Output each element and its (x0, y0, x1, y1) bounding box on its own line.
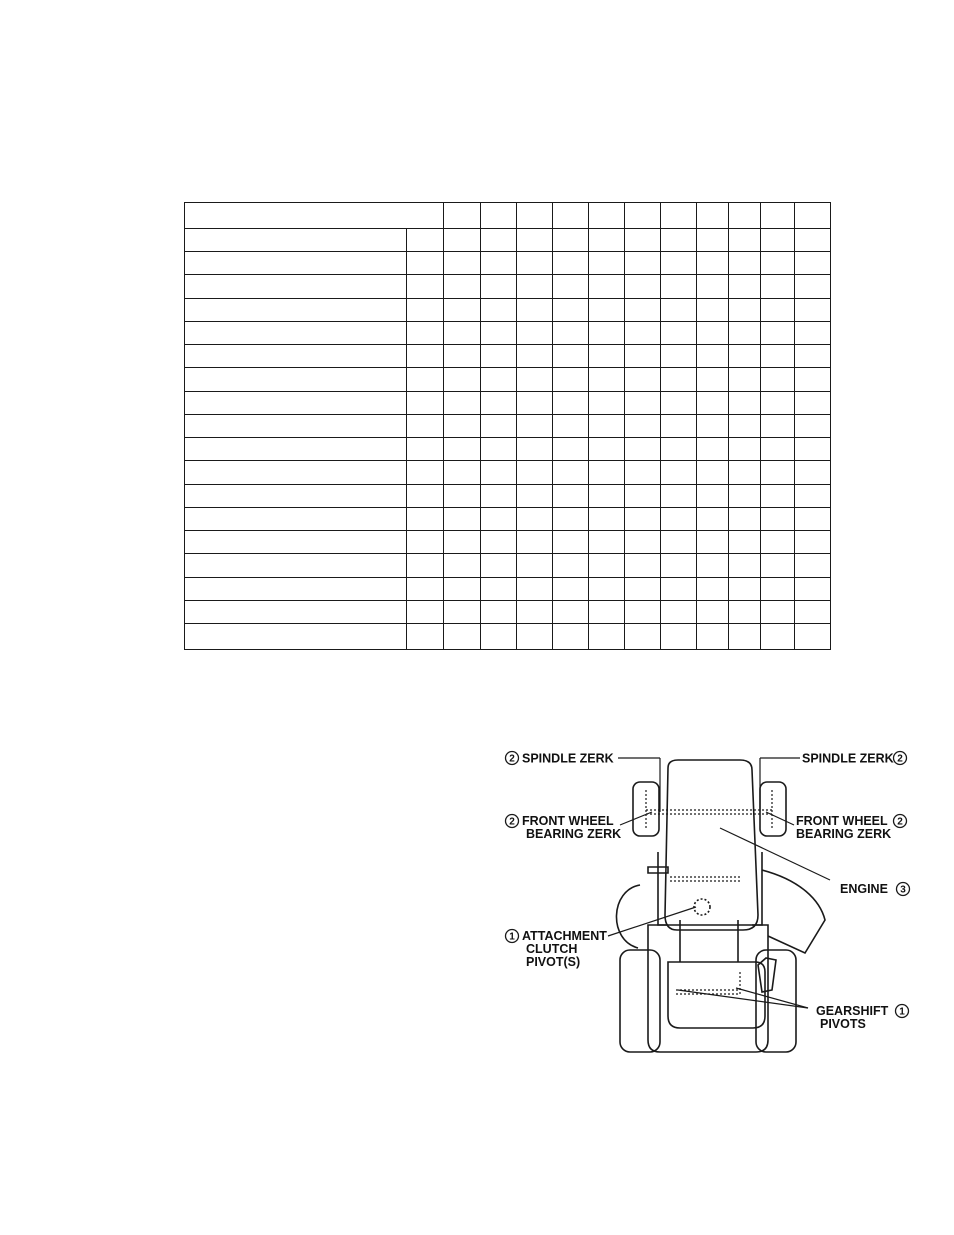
table-cell (553, 391, 589, 414)
table-row-label-cell (185, 461, 407, 484)
table-cell (589, 391, 625, 414)
table-cell (481, 461, 517, 484)
table-header-cell (517, 203, 553, 229)
table-header-cell (589, 203, 625, 229)
table-cell (553, 345, 589, 368)
table-cell (589, 298, 625, 321)
discharge-chute (762, 870, 825, 953)
table-cell (589, 252, 625, 275)
table-cell (795, 321, 831, 344)
table-cell (589, 229, 625, 252)
table-cell (729, 600, 761, 623)
table-cell (481, 577, 517, 600)
table-cell (625, 298, 661, 321)
attachment-label-3: PIVOT(S) (526, 955, 581, 969)
table-cell (553, 229, 589, 252)
attachment-label-2: CLUTCH (526, 942, 578, 956)
hood (665, 760, 758, 930)
table-cell (517, 321, 553, 344)
front-wheel-right-label-1: FRONT WHEEL (796, 814, 888, 828)
table-row-label-cell (185, 391, 407, 414)
table-row (185, 554, 831, 577)
table-cell (795, 461, 831, 484)
table-cell (795, 275, 831, 298)
table-cell (661, 531, 697, 554)
table-cell (761, 600, 795, 623)
table-cell (661, 461, 697, 484)
table-row (185, 600, 831, 623)
table-row-label-cell (185, 252, 407, 275)
table-cell (589, 554, 625, 577)
table-cell (444, 554, 481, 577)
table-cell (625, 531, 661, 554)
table-cell (444, 298, 481, 321)
table-cell (697, 368, 729, 391)
table-cell (407, 345, 444, 368)
table-cell (697, 438, 729, 461)
table-cell (517, 531, 553, 554)
table-cell (697, 321, 729, 344)
table-cell (481, 624, 517, 650)
table-row-label-cell (185, 577, 407, 600)
table-cell (697, 554, 729, 577)
table-row-label-cell (185, 554, 407, 577)
table-cell (625, 554, 661, 577)
table-row-label-cell (185, 321, 407, 344)
table-cell (761, 229, 795, 252)
table-row (185, 252, 831, 275)
table-header-cell (795, 203, 831, 229)
table-cell (761, 298, 795, 321)
table-cell (553, 275, 589, 298)
table-cell (517, 484, 553, 507)
table-row (185, 461, 831, 484)
spindle-zerk-right-label: SPINDLE ZERK (802, 751, 894, 766)
table-cell (407, 461, 444, 484)
table-cell (795, 531, 831, 554)
maintenance-chart-table (184, 202, 831, 650)
table-cell (625, 577, 661, 600)
front-wheel-left-label-2: BEARING ZERK (526, 827, 622, 841)
table-row (185, 438, 831, 461)
table-cell (729, 414, 761, 437)
table-cell (589, 414, 625, 437)
table-row (185, 298, 831, 321)
table-row (185, 507, 831, 530)
table-row (185, 321, 831, 344)
table-cell (661, 554, 697, 577)
table-cell (517, 229, 553, 252)
table-cell (697, 600, 729, 623)
table-cell (481, 531, 517, 554)
table-cell (625, 414, 661, 437)
rear-tire-left (620, 950, 660, 1052)
table-cell (795, 554, 831, 577)
table-row (185, 345, 831, 368)
table-row-label-cell (185, 229, 407, 252)
table-cell (661, 414, 697, 437)
table-cell (761, 507, 795, 530)
table-cell (729, 229, 761, 252)
table-cell (444, 531, 481, 554)
table-cell (661, 577, 697, 600)
table-cell (697, 507, 729, 530)
table-cell (661, 507, 697, 530)
table-cell (517, 577, 553, 600)
table-cell (589, 275, 625, 298)
table-cell (444, 345, 481, 368)
table-cell (481, 252, 517, 275)
table-cell (729, 321, 761, 344)
table-cell (661, 624, 697, 650)
table-row (185, 414, 831, 437)
table-cell (729, 368, 761, 391)
table-cell (444, 368, 481, 391)
table-cell (444, 252, 481, 275)
table-cell (761, 345, 795, 368)
table-cell (553, 414, 589, 437)
table-cell (729, 577, 761, 600)
table-cell (697, 252, 729, 275)
table-cell (729, 345, 761, 368)
table-cell (729, 275, 761, 298)
table-cell (407, 414, 444, 437)
table-cell (444, 600, 481, 623)
table-cell (553, 368, 589, 391)
table-cell (481, 507, 517, 530)
table-cell (661, 229, 697, 252)
table-cell (795, 298, 831, 321)
table-cell (761, 391, 795, 414)
table-cell (661, 345, 697, 368)
table-cell (481, 414, 517, 437)
table-row-label-cell (185, 275, 407, 298)
table-cell (761, 554, 795, 577)
table-cell (729, 507, 761, 530)
table-row (185, 368, 831, 391)
table-cell (444, 624, 481, 650)
table-row (185, 484, 831, 507)
table-row-label-cell (185, 531, 407, 554)
table-cell (625, 275, 661, 298)
table-cell (589, 600, 625, 623)
table-cell (729, 391, 761, 414)
table-cell (761, 461, 795, 484)
table-cell (729, 438, 761, 461)
table-row-label-cell (185, 624, 407, 650)
table-cell (589, 507, 625, 530)
table-cell (729, 554, 761, 577)
table-header-row (185, 203, 831, 229)
attachment-number: 1 (509, 931, 515, 943)
table-cell (553, 531, 589, 554)
table-cell (795, 600, 831, 623)
table-cell (444, 321, 481, 344)
table-cell (553, 438, 589, 461)
table-cell (517, 461, 553, 484)
spindle-left-number: 2 (509, 753, 515, 765)
table-cell (517, 368, 553, 391)
table-header-cell (729, 203, 761, 229)
table-row-label-cell (185, 507, 407, 530)
front-wheel-left-number: 2 (509, 816, 515, 828)
table-cell (589, 438, 625, 461)
table-cell (517, 298, 553, 321)
table-cell (517, 507, 553, 530)
front-wheel-left-label-1: FRONT WHEEL (522, 814, 614, 828)
table-cell (697, 414, 729, 437)
table-cell (697, 345, 729, 368)
table-row (185, 577, 831, 600)
table-cell (795, 229, 831, 252)
table-cell (444, 229, 481, 252)
table-cell (517, 600, 553, 623)
table-cell (481, 484, 517, 507)
table-cell (517, 345, 553, 368)
table-cell (729, 461, 761, 484)
table-cell (407, 577, 444, 600)
table-cell (625, 600, 661, 623)
table-cell (661, 298, 697, 321)
table-cell (553, 507, 589, 530)
table-cell (517, 391, 553, 414)
table-cell (661, 275, 697, 298)
table-cell (697, 484, 729, 507)
table-cell (625, 438, 661, 461)
table-cell (729, 531, 761, 554)
table-cell (481, 391, 517, 414)
table-header-cell (444, 203, 481, 229)
table-cell (661, 438, 697, 461)
table-cell (481, 345, 517, 368)
table-cell (589, 484, 625, 507)
table-row-label-cell (185, 484, 407, 507)
table-header-cell (481, 203, 517, 229)
table-cell (661, 321, 697, 344)
table-cell (444, 438, 481, 461)
table-cell (625, 461, 661, 484)
table-cell (444, 414, 481, 437)
table-cell (795, 577, 831, 600)
table-cell (407, 229, 444, 252)
table-cell (444, 461, 481, 484)
table-cell (407, 507, 444, 530)
table-row (185, 275, 831, 298)
table-cell (407, 624, 444, 650)
table-cell (625, 368, 661, 391)
table-cell (761, 275, 795, 298)
table-cell (761, 577, 795, 600)
table-cell (589, 624, 625, 650)
table-cell (553, 600, 589, 623)
spindle-zerk-left-label: SPINDLE ZERK (522, 751, 614, 766)
table-cell (553, 321, 589, 344)
table-cell (481, 275, 517, 298)
gearshift-label-2: PIVOTS (820, 1017, 866, 1031)
table-cell (625, 345, 661, 368)
table-cell (589, 368, 625, 391)
gearshift-number: 1 (899, 1006, 905, 1018)
table-cell (795, 391, 831, 414)
table-cell (407, 600, 444, 623)
engine-label: ENGINE (840, 882, 888, 896)
table-cell (407, 531, 444, 554)
table-cell (481, 600, 517, 623)
table-cell (517, 275, 553, 298)
table-row-label-cell (185, 600, 407, 623)
table-cell (697, 461, 729, 484)
table-cell (761, 321, 795, 344)
gearshift-label-1: GEARSHIFT (816, 1004, 889, 1018)
front-wheel-right-label-2: BEARING ZERK (796, 827, 892, 841)
table-cell (625, 484, 661, 507)
table-cell (444, 577, 481, 600)
deck-left (616, 885, 640, 948)
table-cell (795, 484, 831, 507)
table-cell (517, 438, 553, 461)
table-cell (444, 391, 481, 414)
table-cell (407, 252, 444, 275)
table-cell (661, 368, 697, 391)
table-row-label-cell (185, 414, 407, 437)
table-cell (444, 507, 481, 530)
table-cell (661, 391, 697, 414)
table-cell (761, 252, 795, 275)
engine-number: 3 (900, 884, 906, 896)
table-cell (661, 484, 697, 507)
table-header-cell (661, 203, 697, 229)
table-cell (625, 391, 661, 414)
lubrication-points-diagram (500, 740, 920, 1060)
table-cell (697, 531, 729, 554)
table-cell (481, 298, 517, 321)
table-row-label-cell (185, 345, 407, 368)
table-header-cell (185, 203, 444, 229)
table-cell (407, 275, 444, 298)
table-cell (407, 438, 444, 461)
table-cell (517, 554, 553, 577)
table-cell (481, 554, 517, 577)
table-cell (697, 624, 729, 650)
table-cell (589, 577, 625, 600)
table-cell (553, 577, 589, 600)
table-cell (481, 229, 517, 252)
table-cell (729, 624, 761, 650)
table-header-cell (625, 203, 661, 229)
table-cell (407, 391, 444, 414)
table-cell (553, 461, 589, 484)
table-cell (761, 368, 795, 391)
table-cell (553, 252, 589, 275)
table-cell (625, 507, 661, 530)
table-row (185, 229, 831, 252)
table-cell (553, 624, 589, 650)
table-row-label-cell (185, 438, 407, 461)
table-cell (553, 484, 589, 507)
table-cell (589, 531, 625, 554)
table-cell (795, 624, 831, 650)
table-cell (407, 321, 444, 344)
table-header-cell (697, 203, 729, 229)
table-cell (729, 484, 761, 507)
table-cell (697, 229, 729, 252)
rear-body (648, 925, 768, 1052)
table-cell (517, 414, 553, 437)
table-cell (481, 438, 517, 461)
table-cell (553, 554, 589, 577)
table-cell (481, 368, 517, 391)
table-row (185, 531, 831, 554)
table-cell (795, 414, 831, 437)
table-cell (444, 275, 481, 298)
table-cell (795, 507, 831, 530)
table-cell (589, 321, 625, 344)
table-header-cell (761, 203, 795, 229)
front-wheel-right-number: 2 (897, 816, 903, 828)
table-row (185, 391, 831, 414)
table-cell (625, 252, 661, 275)
table-cell (407, 554, 444, 577)
table-cell (481, 321, 517, 344)
table-cell (761, 414, 795, 437)
table-cell (625, 321, 661, 344)
table-cell (444, 484, 481, 507)
table-cell (729, 252, 761, 275)
table-cell (625, 624, 661, 650)
table-cell (795, 345, 831, 368)
table-cell (729, 298, 761, 321)
table-cell (407, 368, 444, 391)
table-cell (795, 438, 831, 461)
table-header-cell (553, 203, 589, 229)
table-cell (697, 275, 729, 298)
table-cell (625, 229, 661, 252)
table-cell (697, 577, 729, 600)
front-tire-right (760, 782, 786, 836)
table-cell (761, 438, 795, 461)
table-row-label-cell (185, 298, 407, 321)
attachment-label-1: ATTACHMENT (522, 929, 607, 943)
table-cell (517, 624, 553, 650)
table-cell (589, 461, 625, 484)
table-cell (553, 298, 589, 321)
table-cell (761, 624, 795, 650)
table-cell (795, 252, 831, 275)
table-cell (761, 531, 795, 554)
table-cell (697, 391, 729, 414)
table-cell (661, 600, 697, 623)
table-row (185, 624, 831, 650)
table-cell (517, 252, 553, 275)
table-cell (761, 484, 795, 507)
spindle-right-number: 2 (897, 753, 903, 765)
table-cell (697, 298, 729, 321)
table-cell (407, 298, 444, 321)
table-cell (589, 345, 625, 368)
table-cell (795, 368, 831, 391)
table-cell (407, 484, 444, 507)
table-row-label-cell (185, 368, 407, 391)
table-cell (661, 252, 697, 275)
